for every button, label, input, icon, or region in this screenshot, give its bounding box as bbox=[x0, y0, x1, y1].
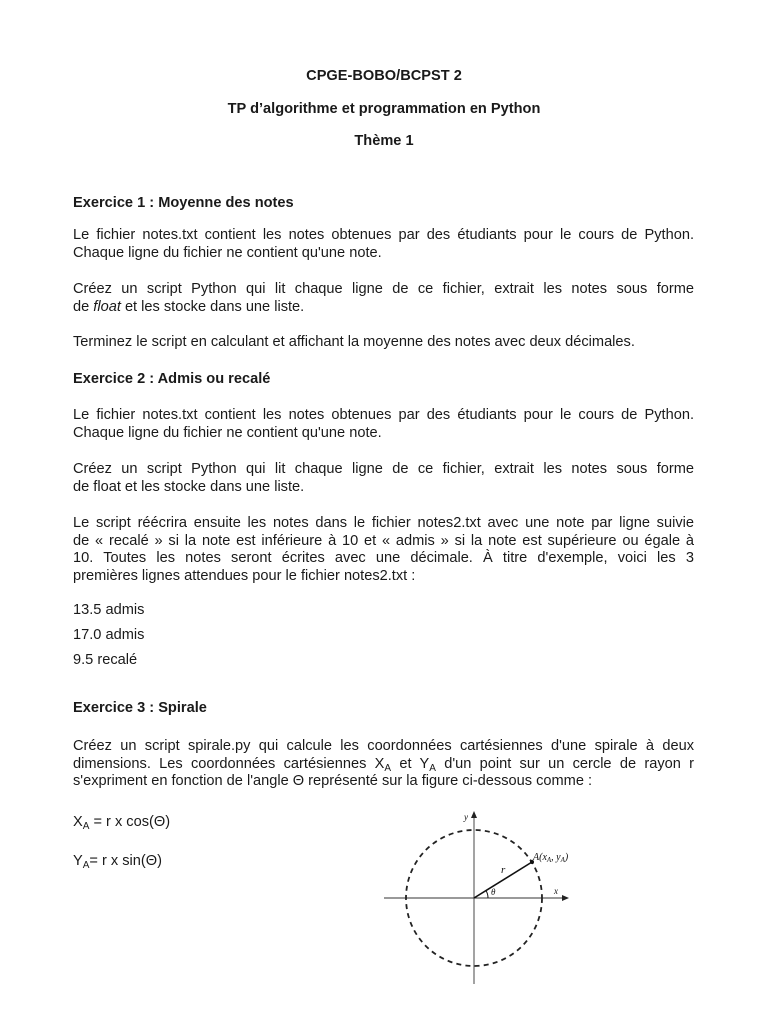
theme-title: Thème 1 bbox=[354, 133, 414, 149]
text-fragment: d'un point sur un cercle de rayon r bbox=[435, 755, 694, 772]
label-part: A(x bbox=[533, 852, 547, 863]
exercise-3-title: Exercice 3 : Spirale bbox=[73, 700, 207, 716]
exercise-1-title: Exercice 1 : Moyenne des notes bbox=[73, 195, 294, 211]
label-subscript: A bbox=[560, 856, 565, 864]
example-line-1: 13.5 admis bbox=[73, 602, 145, 618]
formula-body: = r x sin(Θ) bbox=[89, 853, 162, 869]
theta-label: θ bbox=[491, 887, 496, 897]
text-line: Créez un script Python qui lit chaque ligne de ce fichier, extrait les notes sous forme bbox=[73, 461, 694, 477]
text-line: Chaque ligne du fichier ne contient qu'une note. bbox=[73, 424, 382, 441]
formula-y bbox=[73, 853, 162, 871]
angle-arc bbox=[486, 891, 488, 898]
exercise-1-paragraph-3: Terminez le script en calculant et affichant la moyenne des notes avec deux décimales. bbox=[73, 334, 635, 350]
subscript: A bbox=[82, 860, 90, 871]
text-fragment: de bbox=[73, 298, 94, 315]
label-part: , y bbox=[551, 852, 561, 863]
label-part: ) bbox=[564, 852, 569, 863]
formula-x bbox=[73, 814, 170, 832]
y-axis-label: y bbox=[464, 812, 468, 822]
text-fragment: dimensions. Les coordonnées cartésiennes X bbox=[73, 755, 385, 772]
label-subscript: A bbox=[546, 856, 552, 864]
example-line-2: 17.0 admis bbox=[73, 627, 145, 643]
text-line: s'expriment en fonction de l'angle Θ représenté sur la figure ci-dessous comme : bbox=[73, 773, 593, 789]
example-line-3: 9.5 recalé bbox=[73, 652, 138, 668]
text-line bbox=[73, 299, 694, 317]
text-line: Chaque ligne du fichier ne contient qu'une note. bbox=[73, 244, 382, 261]
text-line: de « recalé » si la note est inférieure à 10 et « admis » si la note est supérieure ou égale à bbox=[73, 532, 694, 549]
text-line: Créez un script Python qui lit chaque ligne de ce fichier, extrait les notes sous forme bbox=[73, 281, 694, 297]
exercise-3-paragraph-1 bbox=[73, 738, 694, 791]
text-line: 10. Toutes les notes seront écrites avec une décimale. À titre d'exemple, voici les 3 bbox=[73, 550, 694, 566]
exercise-2-paragraph-3 bbox=[73, 515, 694, 585]
text-line: Le script réécrira ensuite les notes dans le fichier notes2.txt avec une note par ligne suivie bbox=[73, 515, 694, 531]
formula-body: = r x cos(Θ) bbox=[89, 814, 171, 830]
formula-symbol: Y bbox=[73, 853, 83, 869]
tp-title: TP d’algorithme et programmation en Python bbox=[227, 101, 541, 117]
text-line: Le fichier notes.txt contient les notes obtenues par des étudiants pour le cours de Python. bbox=[73, 407, 694, 423]
x-axis-label: x bbox=[554, 886, 558, 896]
exercise-1-paragraph-1 bbox=[73, 227, 694, 262]
text-line bbox=[73, 756, 694, 774]
course-header: CPGE-BOBO/BCPST 2 bbox=[306, 68, 462, 84]
exercise-1-paragraph-2 bbox=[73, 281, 694, 316]
formula-symbol: X bbox=[73, 814, 83, 830]
text-line: premières lignes attendues pour le fichier notes2.txt : bbox=[73, 567, 416, 584]
r-label: r bbox=[501, 864, 506, 876]
text-line: Le fichier notes.txt contient les notes obtenues par des étudiants pour le cours de Python. bbox=[73, 227, 694, 243]
text-line: Créez un script spirale.py qui calcule les coordonnées cartésiennes d'une spirale à deux bbox=[73, 738, 694, 754]
point-a-label bbox=[532, 852, 569, 864]
subscript: A bbox=[384, 762, 392, 774]
text-fragment: et Y bbox=[391, 755, 430, 772]
exercise-2-paragraph-1 bbox=[73, 407, 694, 442]
circle-figure bbox=[380, 806, 580, 988]
subscript: A bbox=[429, 762, 436, 774]
subscript: A bbox=[82, 821, 90, 832]
text-fragment: et les stocke dans une liste. bbox=[120, 298, 305, 315]
text-line: de float et les stocke dans une liste. bbox=[73, 478, 305, 495]
exercise-2-title: Exercice 2 : Admis ou recalé bbox=[73, 371, 271, 387]
float-emphasis: float bbox=[93, 298, 121, 315]
exercise-2-paragraph-2 bbox=[73, 461, 694, 496]
